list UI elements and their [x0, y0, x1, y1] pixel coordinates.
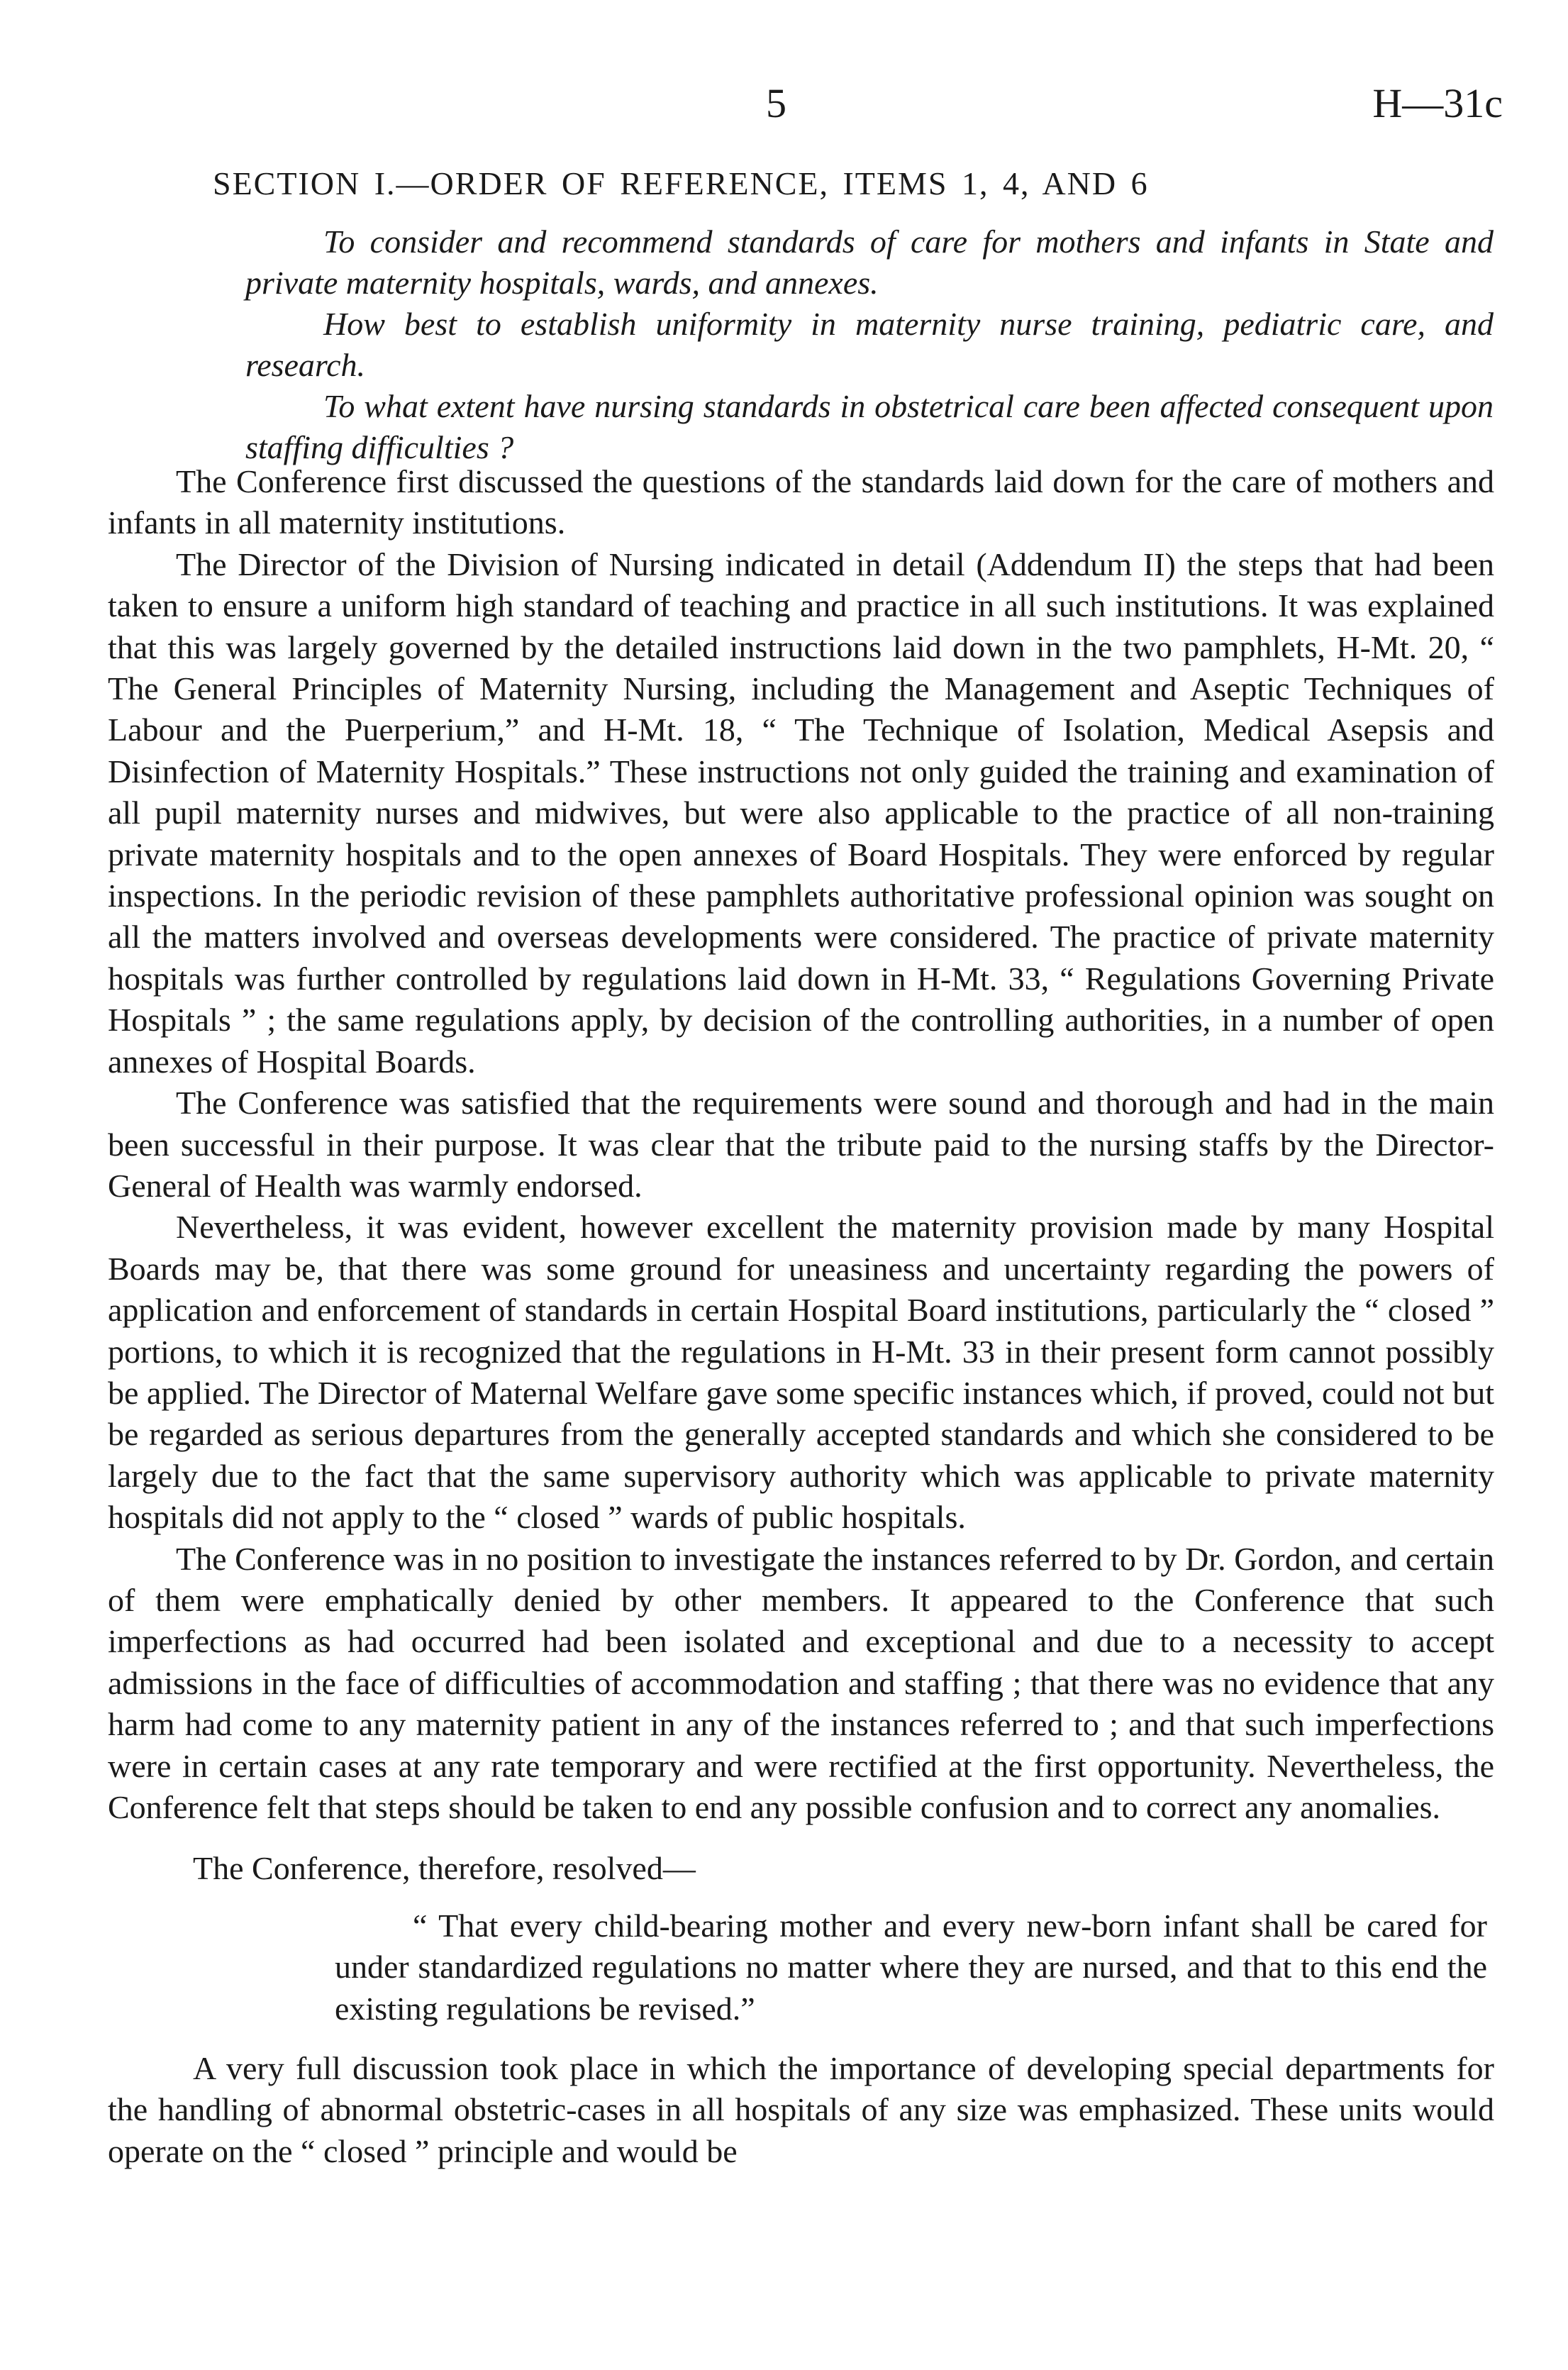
body-text — [108, 461, 1494, 2172]
page-number: 5 — [766, 80, 786, 126]
section-heading: SECTION I.—ORDER OF REFERENCE, ITEMS 1, 4, AND 6 — [213, 165, 1149, 201]
resolution-quote: “ That every child-bearing mother and every new-born infant shall be cared for under standardized regulations no matter where they are nursed, and that to this end the existing regulations be revised.” — [335, 1907, 1487, 2027]
term-item: How best to establish uniformity in maternity nurse training, pediatric care, and research. — [245, 306, 1494, 383]
resolved-intro: The Conference, therefore, resolved— — [193, 1850, 696, 1887]
document-reference: H—31c — [1372, 80, 1503, 126]
paragraph: The Conference was satisfied that the requirements were sound and thorough and had in the main been successful in their purpose. It was clear that the tribute paid to the nursing staffs by the Director-General of Health was warmly endorsed. — [108, 1085, 1494, 1204]
order-of-reference-terms — [245, 221, 1494, 468]
paragraph: Nevertheless, it was evident, however excellent the maternity provision made by many Hospital Boards may be, that there was some ground for uneasiness and uncertainty regarding the powers of application and enforcement of standards in certain Hospital Board institutions, particularly the “ closed ” portions, to which it is recognized that the regulations in H-Mt. 33 in their present form cannot possibly be applied. The Director of Maternal Welfare gave some specific instances which, if proved, could not but be regarded as serious departures from the generally accepted standards and which she considered to be largely due to the fact that the same supervisory authority which was applicable to private maternity hospitals did not apply to the “ closed ” wards of public hospitals. — [108, 1209, 1494, 1536]
paragraph: The Director of the Division of Nursing indicated in detail (Addendum II) the steps that had been taken to ensure a uniform high standard of teaching and practice in all such institutions. It was explained that this was largely governed by the detailed instructions laid down in the two pamphlets, H-Mt. 20, “ The General Principles of Maternity Nursing, including the Management and Aseptic Techniques of Labour and the Puerperium,” and H-Mt. 18, “ The Technique of Isolation, Medical Asepsis and Disinfection of Maternity Hospitals.” These instructions not only guided the training and examination of all pupil maternity nurses and midwives, but were also applicable to the practice of all non-training private maternity hospitals and to the open annexes of Board Hospitals. They were enforced by regular inspections. In the periodic revision of these pamphlets authoritative professional opinion was sought on all the matters involved and overseas developments were considered. The practice of private maternity hospitals was further controlled by regulations laid down in H-Mt. 33, “ Regulations Governing Private Hospitals ” ; the same regulations apply, by decision of the controlling authorities, in a number of open annexes of Hospital Boards. — [108, 546, 1494, 1080]
term-item: To consider and recommend standards of care for mothers and infants in State and private maternity hospitals, wards, and annexes. — [245, 223, 1494, 301]
term-item: To what extent have nursing standards in obstetrical care been affected consequent upon staffing difficulties ? — [245, 388, 1494, 465]
closing-paragraph: A very full discussion took place in which the importance of developing special departments for the handling of abnormal obstetric-cases in all hospitals of any size was emphasized. These units would operate on the “ closed ” principle and would be — [108, 2050, 1494, 2169]
paragraph: The Conference first discussed the questions of the standards laid down for the care of mothers and infants in all maternity institutions. — [108, 463, 1494, 541]
paragraph: The Conference was in no position to investigate the instances referred to by Dr. Gordon, and certain of them were emphatically denied by other members. It appeared to the Conference that such imperfections as had occurred had been isolated and exceptional and due to a necessity to accept admissions in the face of difficulties of accommodation and staffing ; that there was no evidence that any harm had come to any maternity patient in any of the instances referred to ; and that such imperfections were in certain cases at any rate temporary and were rectified at the first opportunity. Nevertheless, the Conference felt that steps should be taken to end any possible confusion and to correct any anomalies. — [108, 1540, 1494, 1825]
